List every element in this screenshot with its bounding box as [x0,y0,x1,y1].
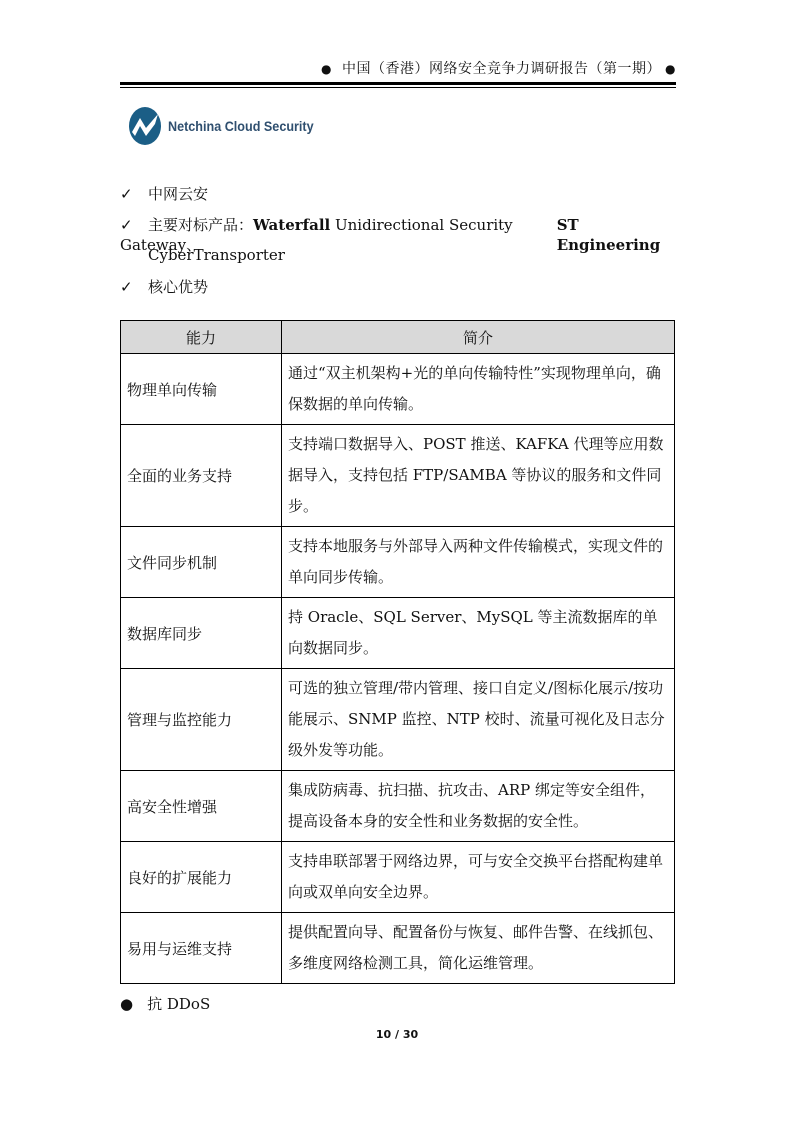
logo-text: Netchina Cloud Security [168,118,314,134]
section-bullet [120,993,210,1014]
description-cell: 可选的独立管理/带内管理、接口自定义/图标化展示/按功能展示、SNMP 监控、NTP 校时、流量可视化及日志分级外发等功能。 [282,669,675,771]
target-product-gateway: Unidirectional Security Gateway、 [120,216,513,254]
table-row [121,527,675,598]
table-row [121,669,675,771]
table-row [121,913,675,984]
advantages-item [120,277,208,297]
company-logo [128,106,330,146]
target-label: 主要对标产品： [148,216,254,234]
section-title: 抗 DDoS [147,995,211,1013]
target-product-cybertransporter: CyberTransporter [148,246,285,264]
page-number: 10 / 30 [375,1028,419,1041]
description-cell: 支持端口数据导入、POST 推送、KAFKA 代理等应用数据导入，支持包括 FTP/SAMBA 等协议的服务和文件同步。 [282,425,675,527]
table-header-capability: 能力 [121,321,282,354]
capability-cell: 数据库同步 [121,598,282,669]
description-cell: 支持本地服务与外部导入两种文件传输模式，实现文件的单向同步传输。 [282,527,675,598]
table-row [121,771,675,842]
netchina-logo-icon [128,106,162,146]
description-cell: 提供配置向导、配置备份与恢复、邮件告警、在线抓包、多维度网络检测工具，简化运维管理。 [282,913,675,984]
capability-cell: 高安全性增强 [121,771,282,842]
bullet-dot-icon: ● [120,995,134,1013]
check-icon: ✓ [120,185,133,203]
target-product-st: ST Engineering [556,216,661,254]
capability-cell: 物理单向传输 [121,354,282,425]
header-rule-thick [120,82,676,85]
check-icon: ✓ [120,216,133,234]
company-name: 中网云安 [148,185,209,203]
description-cell: 支持串联部署于网络边界，可与安全交换平台搭配构建单向或双单向安全边界。 [282,842,675,913]
table-row [121,354,675,425]
target-product-waterfall: Waterfall [253,216,331,234]
capability-cell: 易用与运维支持 [121,913,282,984]
table-header-description: 简介 [282,321,675,354]
capability-cell: 全面的业务支持 [121,425,282,527]
table-row [121,598,675,669]
header-bullet-end-icon: ● [665,62,676,76]
description-cell: 持 Oracle、SQL Server、MySQL 等主流数据库的单向数据同步。 [282,598,675,669]
description-cell: 通过“双主机架构+光的单向传输特性”实现物理单向，确保数据的单向传输。 [282,354,675,425]
table-row [121,425,675,527]
advantages-label: 核心优势 [148,278,209,296]
capability-table [120,320,675,984]
check-icon: ✓ [120,278,133,296]
table-row [121,842,675,913]
capability-cell: 文件同步机制 [121,527,282,598]
table-header-row [121,321,675,354]
header-title: 中国（香港）网络安全竞争力调研报告（第一期） [342,61,662,77]
header-bullet-icon: ● [321,62,333,76]
company-item [120,184,208,204]
capability-cell: 管理与监控能力 [121,669,282,771]
capability-cell: 良好的扩展能力 [121,842,282,913]
description-cell: 集成防病毒、抗扫描、抗攻击、ARP 绑定等安全组件，提高设备本身的安全性和业务数据的安全性。 [282,771,675,842]
header-rule-thin [120,87,676,88]
page-header [120,58,676,78]
